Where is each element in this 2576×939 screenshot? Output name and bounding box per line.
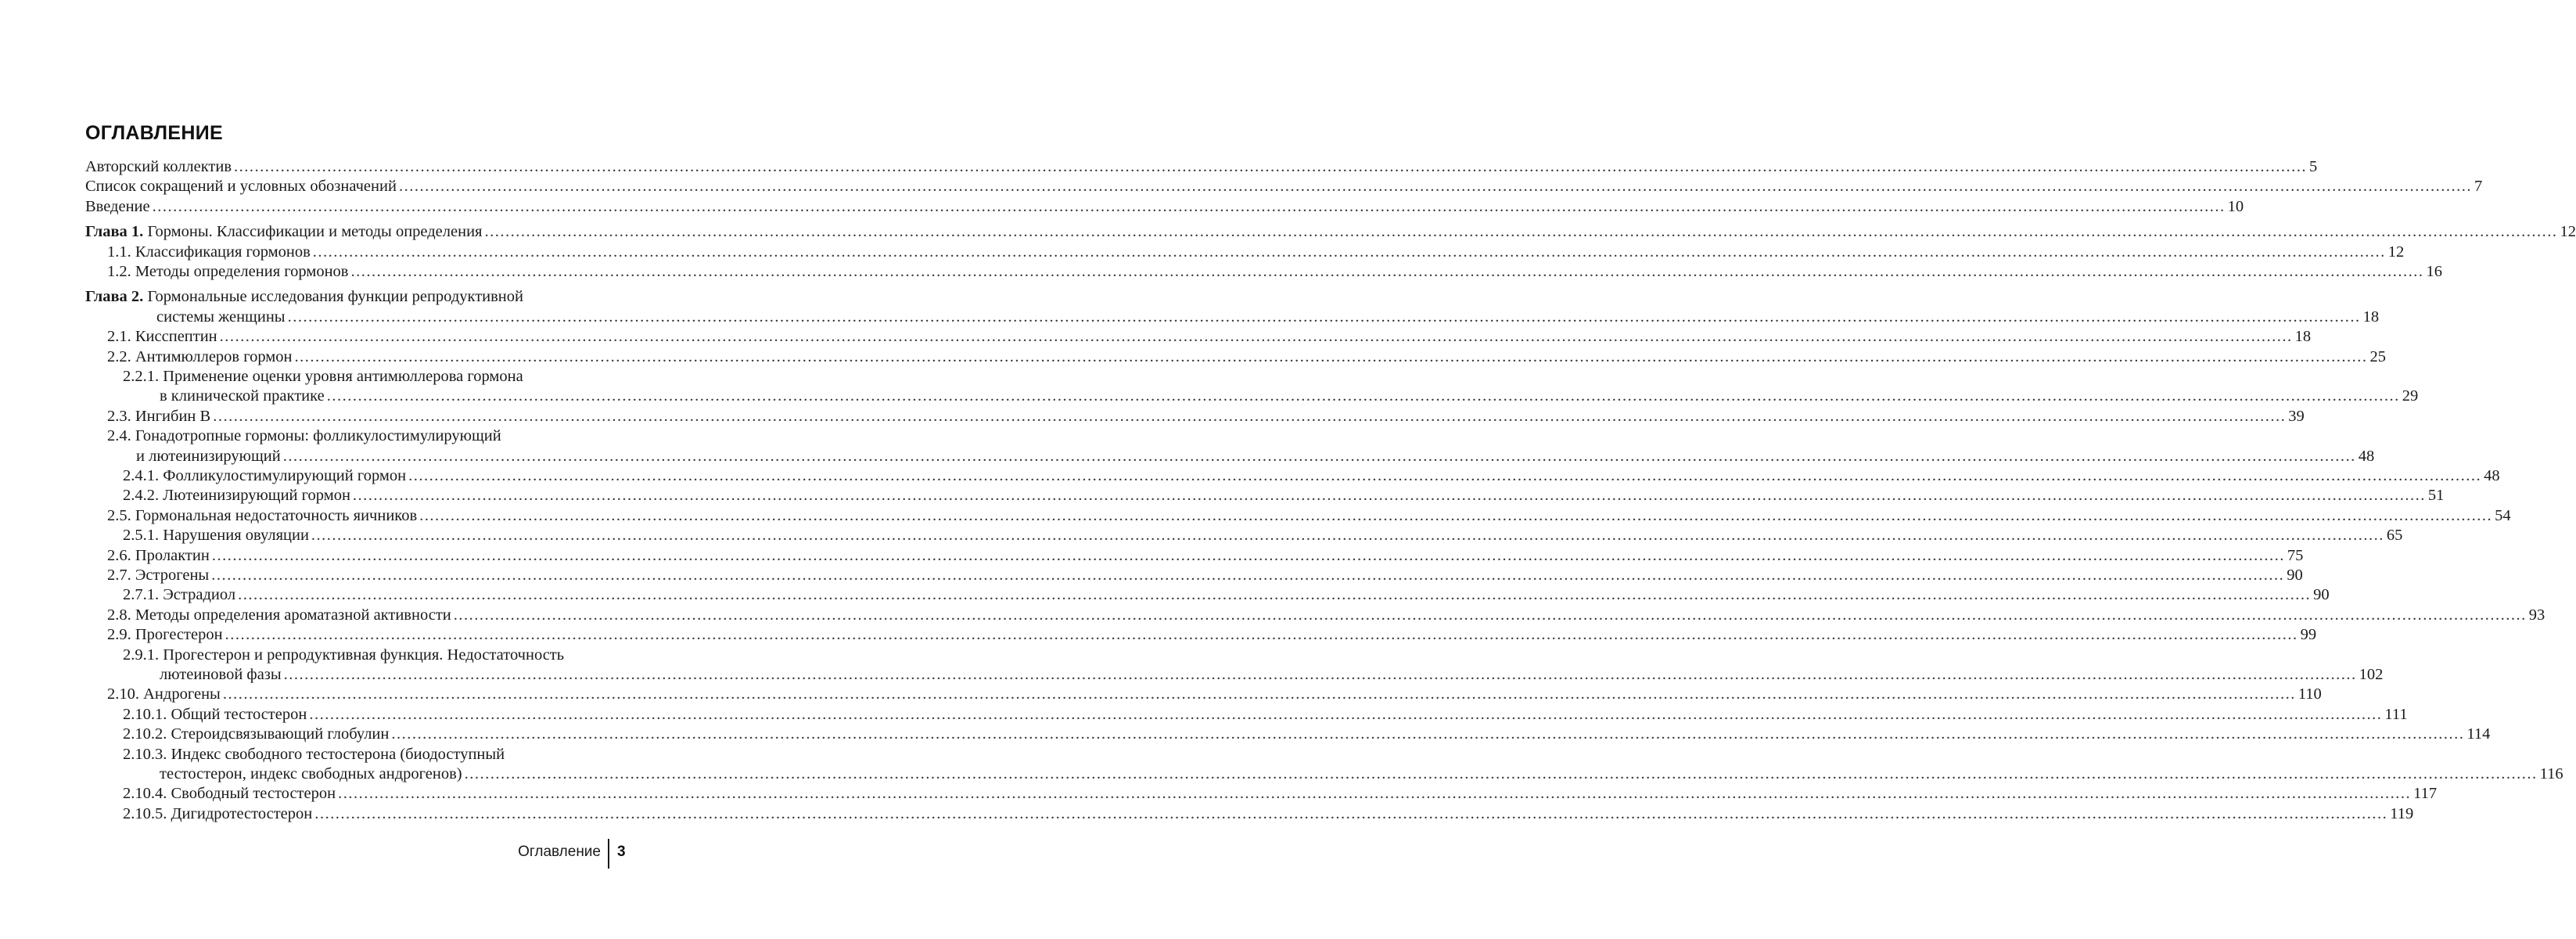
toc-page-number: 18 — [2294, 328, 2312, 346]
page-number: 3 — [617, 844, 626, 860]
toc-entry-title — [107, 605, 451, 625]
toc-page-number: 12 — [2560, 223, 2576, 241]
toc-entry-continuation[interactable] — [85, 764, 2563, 784]
toc-entry-text: 2.7.1. Эстрадиол — [123, 586, 236, 604]
toc-entry-text: 2.10.5. Дигидротестостерон — [123, 804, 313, 822]
toc-entry-continuation[interactable] — [85, 307, 2380, 327]
toc-entry[interactable] — [85, 326, 2312, 347]
toc-entry-text: 1.1. Классификация гормонов — [107, 243, 311, 261]
toc-entry-title — [123, 783, 336, 804]
dot-leader: ................................................................................................................................................................................................................................................................................................................................................................................................................ — [225, 626, 2298, 644]
toc-entry-text: 2.10.1. Общий тестостерон — [123, 705, 307, 723]
toc-entry[interactable] — [85, 804, 2414, 824]
dot-leader: ................................................................................................................................................................................................................................................................................................................................................................................................................ — [311, 527, 2384, 545]
toc-entry-text: Введение — [85, 197, 150, 215]
running-footer-title: Оглавление — [518, 844, 601, 860]
toc-entry-title — [123, 704, 307, 725]
toc-entry-continuation[interactable] — [85, 446, 2375, 466]
toc-entry-title — [123, 525, 309, 545]
chapter-label: Глава 1. — [85, 223, 144, 241]
toc-entry-text-cont: системы женщины — [156, 308, 286, 326]
toc-entry-title — [107, 624, 223, 645]
toc-page-number: 39 — [2288, 407, 2305, 425]
toc-entry-title — [85, 156, 232, 177]
toc-page-number: 65 — [2386, 527, 2403, 545]
toc-entry-text: 2.10.3. Индекс свободного тестостерона (биодоступный — [123, 745, 505, 763]
toc-entry[interactable] — [85, 347, 2387, 367]
toc-entry-text: 2.7. Эстрогены — [107, 567, 210, 584]
toc-entry-text: 2.4.2. Лютеинизирующий гормон — [123, 487, 350, 505]
toc-entry-title — [107, 565, 209, 585]
toc-entry[interactable] — [85, 525, 2403, 545]
toc-entry-title — [123, 585, 235, 605]
toc-entry[interactable] — [85, 466, 2500, 486]
toc-entry-title — [123, 744, 505, 765]
dot-leader: ................................................................................................................................................................................................................................................................................................................................................................................................................ — [219, 328, 2293, 346]
dot-leader: ................................................................................................................................................................................................................................................................................................................................................................................................................ — [222, 685, 2296, 703]
toc-page-number: 102 — [2359, 666, 2384, 683]
toc-page-number: 48 — [2358, 447, 2375, 465]
toc-entry[interactable] — [85, 176, 2483, 196]
toc-entry[interactable] — [85, 545, 2304, 566]
toc-entry-text-cont: и лютеинизирующий — [136, 447, 281, 465]
toc-heading: ОГЛАВЛЕНИЕ — [85, 122, 223, 144]
toc-entry-continuation[interactable] — [85, 386, 2419, 406]
toc-entry-text: 2.4. Гонадотропные гормоны: фолликулостимулирующий — [107, 427, 501, 445]
dot-leader: ................................................................................................................................................................................................................................................................................................................................................................................................................ — [238, 586, 2312, 604]
toc-page-number: 99 — [2300, 626, 2317, 644]
toc-entry-text: 1.2. Методы определения гормонов — [107, 263, 349, 280]
toc-entry[interactable] — [85, 565, 2303, 585]
toc-entry[interactable] — [85, 505, 2511, 526]
toc-entry[interactable] — [85, 724, 2491, 744]
toc-entry[interactable] — [85, 783, 2438, 804]
toc-entry[interactable] — [85, 406, 2305, 426]
dot-leader: ................................................................................................................................................................................................................................................................................................................................................................................................................ — [391, 725, 2465, 743]
toc-entry-text: Гормональные исследования функции репродуктивной — [147, 288, 523, 306]
toc-entry-title — [85, 176, 397, 196]
toc-entry-text: 2.4.1. Фолликулостимулирующий гормон — [123, 467, 407, 484]
toc-entry-text: 2.5.1. Нарушения овуляции — [123, 527, 309, 545]
toc-page-number: 119 — [2390, 804, 2414, 822]
toc-page-number: 111 — [2384, 705, 2408, 723]
toc-entry-title — [107, 426, 501, 446]
dot-leader: ................................................................................................................................................................................................................................................................................................................................................................................................................ — [484, 223, 2558, 241]
toc-page-number: 48 — [2484, 467, 2500, 484]
chapter-label: Глава 2. — [85, 288, 144, 306]
dot-leader: ................................................................................................................................................................................................................................................................................................................................................................................................................ — [234, 158, 2308, 175]
toc-page-number: 7 — [2474, 178, 2483, 196]
toc-entry-title — [107, 347, 293, 367]
toc-entry-title — [107, 505, 417, 526]
toc-page-number: 12 — [2387, 243, 2405, 261]
toc-page-number: 51 — [2427, 487, 2445, 505]
toc-page-number: 10 — [2227, 197, 2244, 215]
toc-entry[interactable] — [85, 156, 2318, 177]
footer-divider — [608, 839, 609, 869]
toc-page-number: 18 — [2362, 308, 2380, 326]
toc-entry-title — [107, 406, 210, 426]
dot-leader: ................................................................................................................................................................................................................................................................................................................................................................................................................ — [152, 197, 2226, 215]
toc-entry-text: 2.5. Гормональная недостаточность яичников — [107, 506, 418, 524]
toc-entry-text: 2.1. Кисспептин — [107, 328, 217, 346]
toc-entry-text: 2.6. Пролактин — [107, 546, 210, 564]
toc-entry[interactable] — [85, 242, 2405, 262]
dot-leader: ................................................................................................................................................................................................................................................................................................................................................................................................................ — [408, 467, 2482, 484]
toc-entry[interactable] — [85, 485, 2445, 505]
toc-entry-text: 2.8. Методы определения ароматазной активности — [107, 606, 451, 624]
toc-page-number: 116 — [2539, 765, 2563, 782]
dot-leader: ................................................................................................................................................................................................................................................................................................................................................................................................................ — [294, 347, 2368, 365]
toc-page-number: 75 — [2287, 546, 2304, 564]
toc-page-number: 25 — [2369, 347, 2387, 365]
toc-entry-text: 2.2. Антимюллеров гормон — [107, 347, 293, 365]
toc-entry[interactable] — [85, 426, 605, 446]
toc-page-number: 117 — [2413, 785, 2438, 803]
dot-leader: ................................................................................................................................................................................................................................................................................................................................................................................................................ — [314, 804, 2388, 822]
toc-entry-text: 2.10.2. Стероидсвязывающий глобулин — [123, 725, 390, 743]
dot-leader: ................................................................................................................................................................................................................................................................................................................................................................................................................ — [338, 785, 2412, 803]
toc-entry-title — [107, 326, 217, 347]
dot-leader: ................................................................................................................................................................................................................................................................................................................................................................................................................ — [352, 487, 2426, 505]
toc-entry-title — [107, 684, 221, 704]
toc-page-number: 93 — [2528, 606, 2545, 624]
dot-leader: ................................................................................................................................................................................................................................................................................................................................................................................................................ — [326, 387, 2400, 405]
toc-entry-title — [123, 724, 389, 744]
toc-entry-title — [85, 286, 523, 307]
dot-leader: ................................................................................................................................................................................................................................................................................................................................................................................................................ — [398, 178, 2472, 196]
toc-entry-title — [85, 221, 482, 242]
toc-entry[interactable] — [85, 585, 2330, 605]
toc-entry-text: 2.9.1. Прогестерон и репродуктивная функция. Недостаточность — [123, 646, 565, 664]
toc-entry-title — [123, 366, 523, 387]
toc-entry[interactable] — [85, 261, 2442, 282]
toc-entry-text: 2.3. Ингибин В — [107, 407, 211, 425]
dot-leader: ................................................................................................................................................................................................................................................................................................................................................................................................................ — [211, 546, 2285, 564]
dot-leader: ................................................................................................................................................................................................................................................................................................................................................................................................................ — [213, 407, 2287, 425]
toc-entry-title — [107, 545, 210, 566]
toc-entry-title — [123, 466, 406, 486]
dot-leader: ................................................................................................................................................................................................................................................................................................................................................................................................................ — [211, 567, 2285, 584]
toc-entry-text: Гормоны. Классификации и методы определения — [147, 223, 483, 241]
toc-page-number: 54 — [2495, 506, 2511, 524]
dot-leader: ................................................................................................................................................................................................................................................................................................................................................................................................................ — [283, 666, 2357, 683]
toc-entry-text-cont: лютеиновой фазы — [160, 666, 282, 683]
toc-page-number: 90 — [2287, 567, 2303, 584]
toc-entry[interactable] — [85, 196, 2244, 217]
toc-entry[interactable] — [85, 704, 2408, 725]
toc-entry[interactable] — [85, 366, 605, 387]
dot-leader: ................................................................................................................................................................................................................................................................................................................................................................................................................ — [282, 447, 2356, 465]
toc-page-number: 114 — [2466, 725, 2491, 743]
toc-entry-title — [123, 485, 350, 505]
toc-entry[interactable] — [85, 605, 2545, 625]
dot-leader: ................................................................................................................................................................................................................................................................................................................................................................................................................ — [309, 705, 2383, 723]
toc-entry-text: 2.10. Андрогены — [107, 685, 221, 703]
dot-leader: ................................................................................................................................................................................................................................................................................................................................................................................................................ — [419, 506, 2493, 524]
toc-page-number: 16 — [2426, 263, 2442, 280]
toc-page-number: 110 — [2298, 685, 2322, 703]
dot-leader: ................................................................................................................................................................................................................................................................................................................................................................................................................ — [312, 243, 2386, 261]
toc-entry[interactable] — [85, 624, 2317, 645]
toc-entry-title — [107, 261, 348, 282]
toc-entry-title — [85, 196, 150, 217]
toc-entry[interactable] — [85, 221, 2576, 242]
toc-entry-continuation[interactable] — [85, 664, 2384, 685]
dot-leader: ................................................................................................................................................................................................................................................................................................................................................................................................................ — [350, 263, 2424, 280]
toc-entry[interactable] — [85, 684, 2322, 704]
toc-entry[interactable] — [85, 286, 605, 307]
toc-entry-text: 2.2.1. Применение оценки уровня антимюллерова гормона — [123, 368, 523, 385]
dot-leader: ................................................................................................................................................................................................................................................................................................................................................................................................................ — [287, 308, 2361, 326]
toc-entry-text: 2.9. Прогестерон — [107, 626, 223, 644]
toc-entry[interactable] — [85, 645, 605, 665]
toc-entry-title — [123, 645, 564, 665]
toc-entry-text-cont: в клинической практике — [160, 387, 325, 405]
toc-page-number: 5 — [2309, 158, 2318, 175]
toc-entry-text-cont: тестостерон, индекс свободных андрогенов) — [160, 765, 462, 782]
toc-entry-title — [107, 242, 311, 262]
dot-leader: ................................................................................................................................................................................................................................................................................................................................................................................................................ — [453, 606, 2527, 624]
toc-entry-title — [123, 804, 312, 824]
toc-page-number: 29 — [2402, 387, 2419, 405]
toc-entry-text: 2.10.4. Свободный тестостерон — [123, 785, 336, 803]
dot-leader: ................................................................................................................................................................................................................................................................................................................................................................................................................ — [464, 765, 2538, 782]
toc-page-number: 90 — [2313, 586, 2330, 604]
toc-entry[interactable] — [85, 744, 605, 765]
toc-entry-text: Список сокращений и условных обозначений — [85, 178, 397, 196]
toc-entry-text: Авторский коллектив — [85, 158, 232, 175]
